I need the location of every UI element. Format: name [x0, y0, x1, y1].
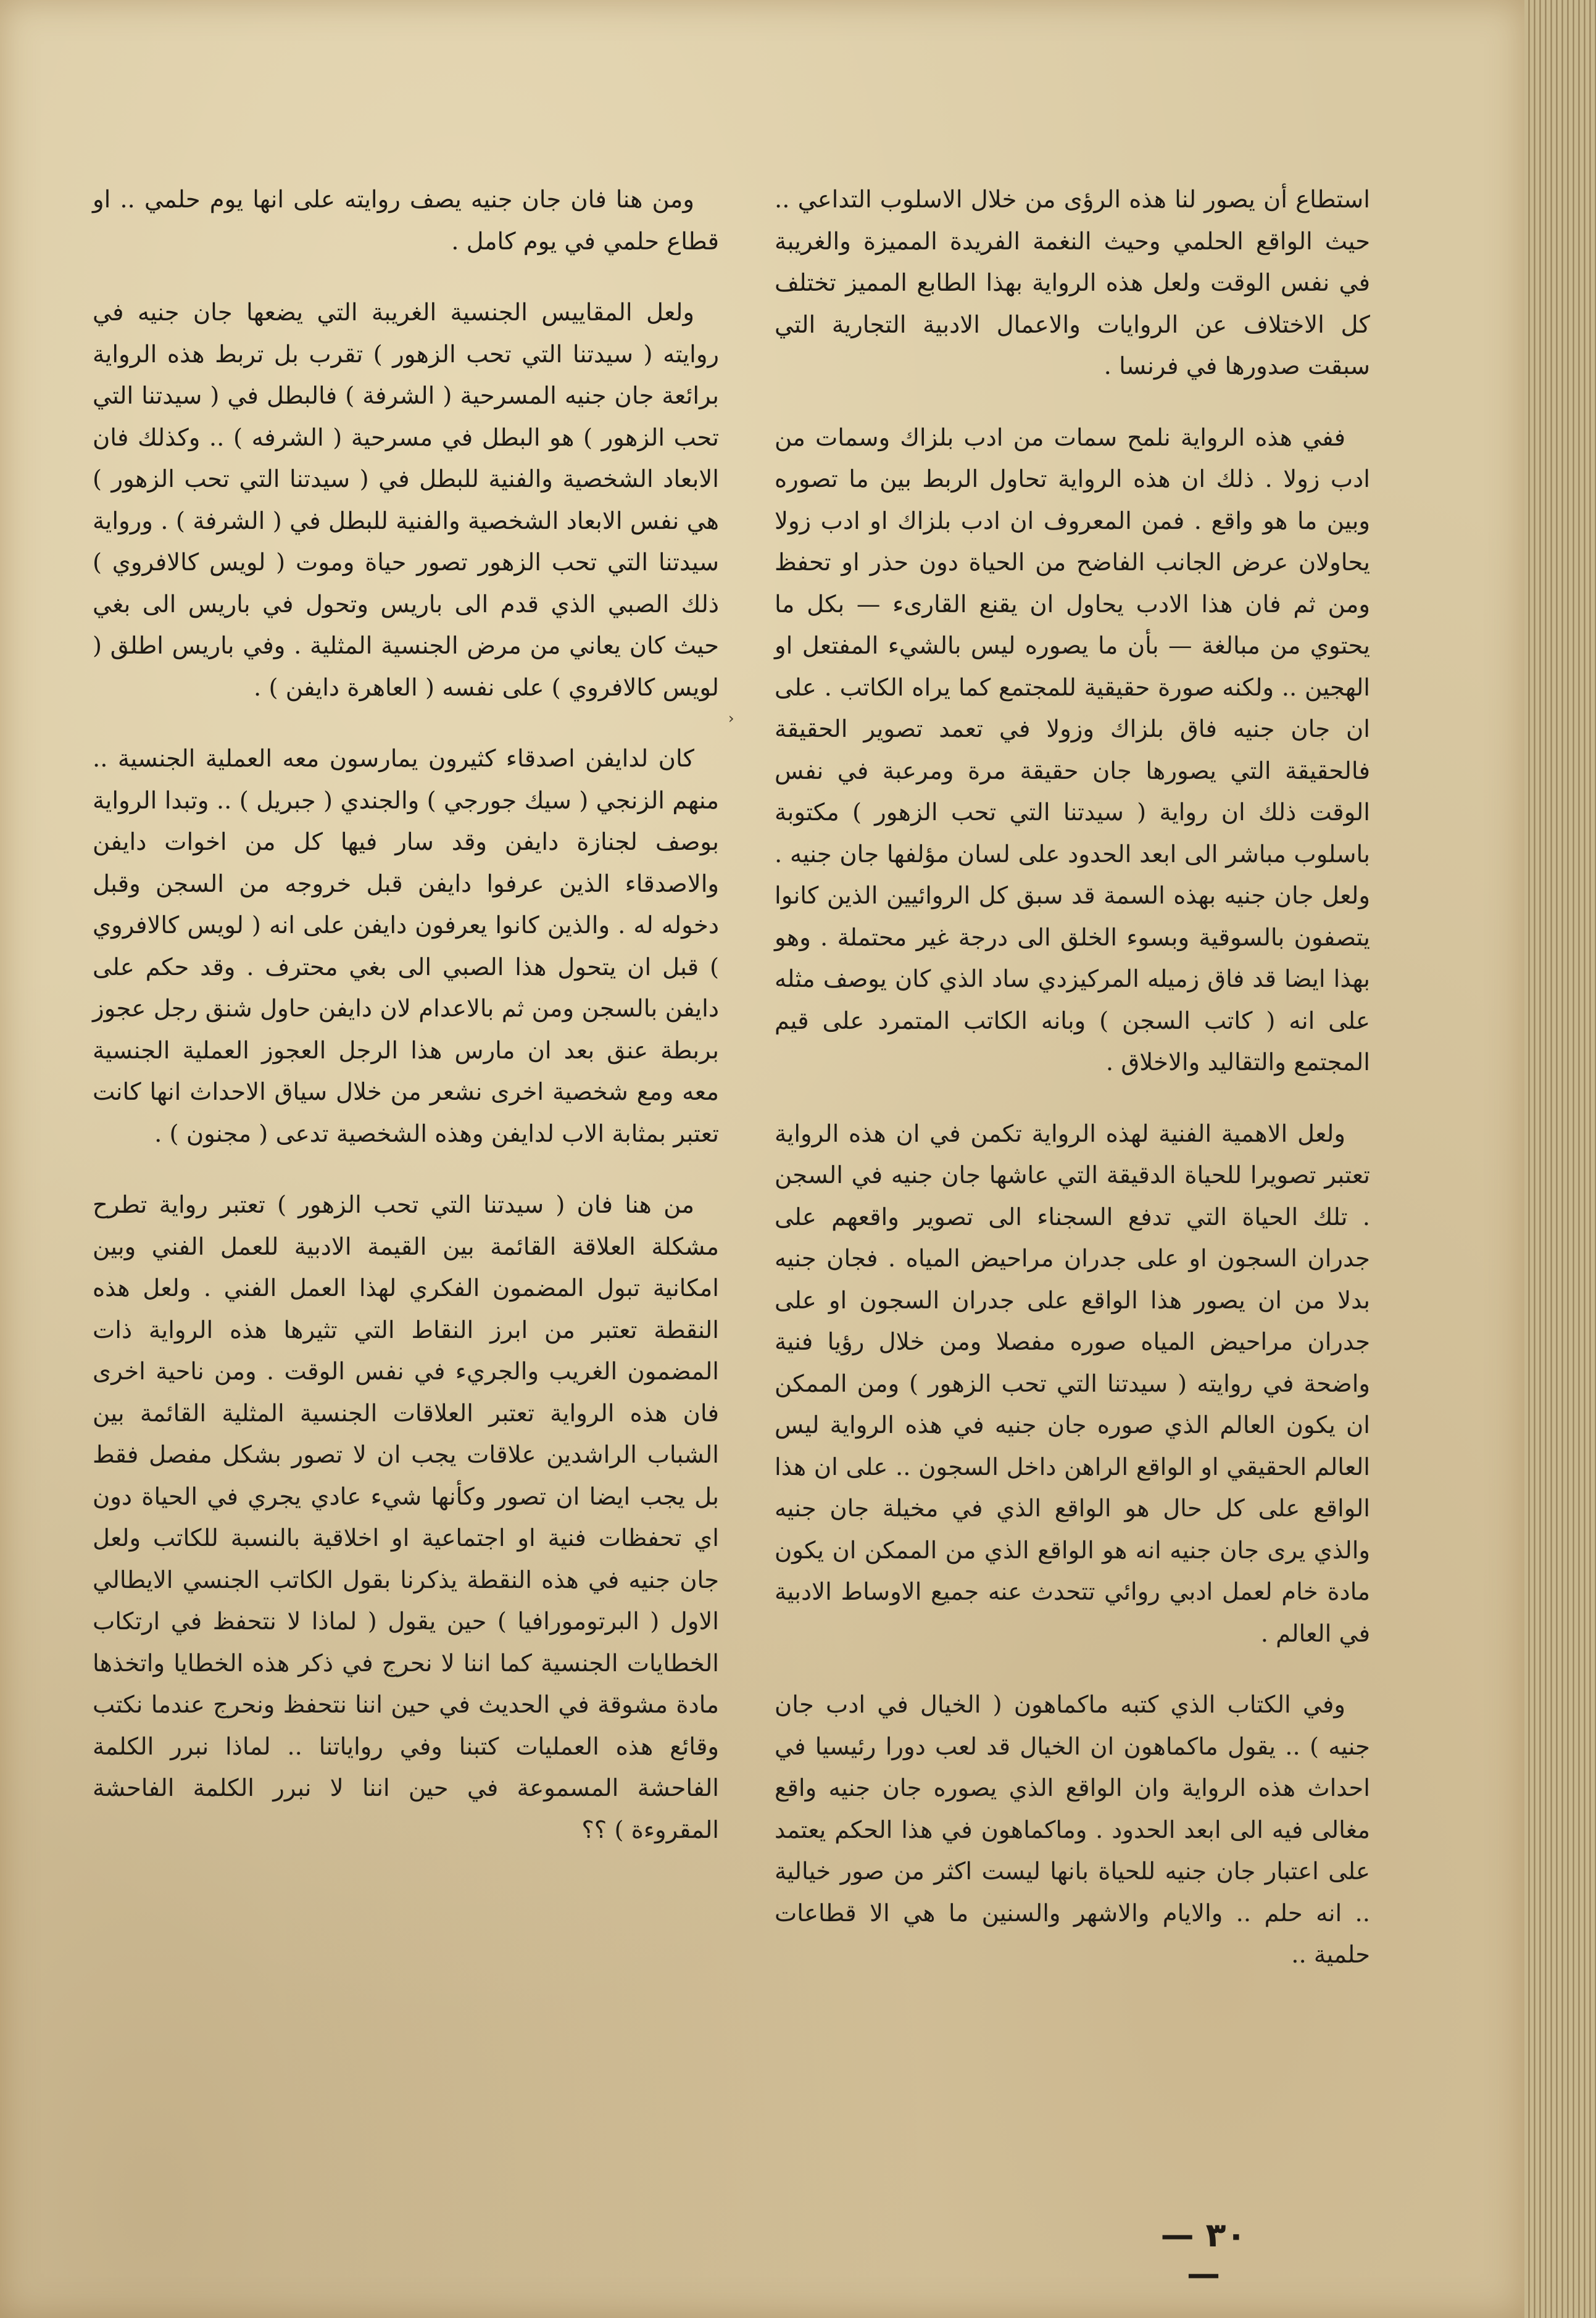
left-text-column — [93, 179, 719, 1880]
paragraph: ولعل المقاييس الجنسية الغريبة التي يضعها جان جنيه في روايته ( سيدتنا التي تحب الزهور ) تقرب بل تربط هذه الرواية برائعة جان جنيه المسرحية ( الشرفة ) فالبطل في ( سيدتنا التي تحب الزهور ) هو البطل في مسرحية ( الشرفه ) .. وكذلك فان الابعاد الشخصية والفنية للبطل في ( سيدتنا التي تحب الزهور ) هي نفس الابعاد الشخصية والفنية للبطل في ( الشرفة ) . ورواية سيدتنا التي تحب الزهور تصور حياة وموت ( لويس كالافروي ) ذلك الصبي الذي قدم الى باريس وتحول في باريس الى بغي حيث كان يعاني من مرض الجنسية المثلية . وفي باريس اطلق ( لويس كالافروي ) على نفسه ( العاهرة دايفن ) . — [93, 299, 719, 702]
paragraph: كان لدايفن اصدقاء كثيرون يمارسون معه العملية الجنسية .. منهم الزنجي ( سيك جورجي ) والجندي ( جبريل ) .. وتبدا الرواية بوصف لجنازة دايفن وقد سار فيها كل من اخوات دايفن والاصدقاء الذين عرفوا دايفن قبل خروجه من السجن وقبل دخوله له . والذين كانوا يعرفون دايفن على انه ( لويس كالافروي ) قبل ان يتحول هذا الصبي الى بغي محترف . وقد حكم على دايفن بالسجن ومن ثم بالاعدام لان دايفن حاول شنق رجل عجوز بربطة عنق بعد ان مارس هذا الرجل العجوز العملية الجنسية معه ومع شخصية اخرى نشعر من خلال سياق الاحداث انها كانت تعتبر بمثابة الاب لدايفن وهذه الشخصية تدعى ( مجنون ) . — [93, 745, 719, 1148]
paragraph: ومن هنا فان جان جنيه يصف روايته على انها يوم حلمي .. او قطاع حلمي في يوم كامل . — [93, 186, 719, 255]
right-text-column — [775, 179, 1370, 2006]
paragraph: استطاع أن يصور لنا هذه الرؤى من خلال الاسلوب التداعي .. حيث الواقع الحلمي وحيث النغمة الفريدة المميزة والغريبة في نفس الوقت ولعل هذه الرواية بهذا الطابع المميز تختلف كل الاختلاف عن الروايات والاعمال الادبية التجارية التي سبقت صدورها في فرنسا . — [775, 186, 1370, 380]
page-number: — ٣٠ — — [1160, 2216, 1247, 2293]
paragraph: ففي هذه الرواية نلمح سمات من ادب بلزاك وسمات من ادب زولا . ذلك ان هذه الرواية تحاول الربط بين ما تصوره وبين ما هو واقع . فمن المعروف ان ادب بلزاك او ادب زولا يحاولان عرض الجانب الفاضح من الحياة دون حذر او تحفظ ومن ثم فان هذا الادب يحاول ان يقنع القارىء — بكل ما يحتوي من مبالغة — بأن ما يصوره ليس بالشيء المفتعل او الهجين .. ولكنه صورة حقيقية للمجتمع كما يراه الكاتب . على ان جان جنيه فاق بلزاك وزولا في تعمد تصوير الحقيقة فالحقيقة التي يصورها جان حقيقة مرة ومرعبة في نفس الوقت ذلك ان رواية ( سيدتنا التي تحب الزهور ) مكتوبة باسلوب مباشر الى ابعد الحدود على لسان مؤلفها جان جنيه . ولعل جان جنيه بهذه السمة قد سبق كل الروائيين الذين كانوا يتصفون بالسوقية وبسوء الخلق الى درجة غير محتملة . وهو بهذا ايضا قد فاق زميله المركيزدي ساد الذي كان يوصف مثله على انه ( كاتب السجن ) وبانه الكاتب المتمرد على قيم المجتمع والتقاليد والاخلاق . — [775, 423, 1370, 1076]
paragraph: ولعل الاهمية الفنية لهذه الرواية تكمن في ان هذه الرواية تعتبر تصويرا للحياة الدقيقة التي عاشها جان جنيه في السجن . تلك الحياة التي تدفع السجناء الى تصوير واقعهم على جدران السجون او على جدران مراحيض المياه . فجان جنيه بدلا من ان يصور هذا الواقع على جدران السجون او على جدران مراحيض المياه صوره مفصلا ومن خلال رؤيا فنية واضحة في روايته ( سيدتنا التي تحب الزهور ) ومن الممكن ان يكون العالم الذي صوره جان جنيه في هذه الرواية ليس العالم الحقيقي او الواقع الراهن داخل السجون .. على ان هذا الواقع على كل حال هو الواقع الذي في مخيلة جان جنيه والذي يرى جان جنيه انه هو الواقع الذي من الممكن ان يكون مادة خام لعمل ادبي روائي تتحدث عنه جميع الاوساط الادبية في العالم . — [775, 1120, 1370, 1648]
margin-mark: ‹ — [728, 710, 734, 727]
page-stack-edge — [1524, 0, 1596, 2318]
paragraph: من هنا فان ( سيدتنا التي تحب الزهور ) تعتبر رواية تطرح مشكلة العلاقة القائمة بين القيمة الادبية للعمل الفني وبين امكانية تبول المضمون الفكري لهذا العمل الفني . ولعل هذه النقطة تعتبر من ابرز النقاط التي تثيرها هذه الرواية ذات المضمون الغريب والجريء في نفس الوقت . ومن ناحية اخرى فان هذه الرواية تعتبر العلاقات الجنسية المثلية القائمة بين الشباب الراشدين علاقات يجب ان لا تصور بشكل مفصل فقط بل يجب ايضا ان تصور وكأنها شيء عادي يجري في الحياة دون اي تحفظات فنية او اجتماعية او اخلاقية بالنسبة للكاتب ولعل جان جنيه في هذه النقطة يذكرنا بقول الكاتب الجنسي الايطالي الاول ( البرتومورافيا ) حين يقول ( لماذا لا نتحفظ في ارتكاب الخطايات الجنسية كما اننا لا نحرج في ذكر هذه الخطايا واتخذها مادة مشوقة في الحديث في حين اننا نتحفظ ونحرج عندما نكتب وقائع هذه العمليات كتبنا وفي رواياتنا .. لماذا نبرر الكلمة الفاحشة المسموعة في حين اننا لا نبرر الكلمة الفاحشة المقروءة ) ؟؟ — [93, 1191, 719, 1844]
paragraph: وفي الكتاب الذي كتبه ماكماهون ( الخيال في ادب جان جنيه ) .. يقول ماكماهون ان الخيال قد لعب دورا رئيسيا في احداث هذه الرواية وان الواقع الذي يصوره جان جنيه واقع مغالى فيه الى ابعد الحدود . وماكماهون في هذا الحكم يعتمد على اعتبار جان جنيه للحياة بانها ليست اكثر من صور خيالية .. انه حلم .. والايام والاشهر والسنين ما هي الا قطاعات حلمية .. — [775, 1691, 1370, 1969]
